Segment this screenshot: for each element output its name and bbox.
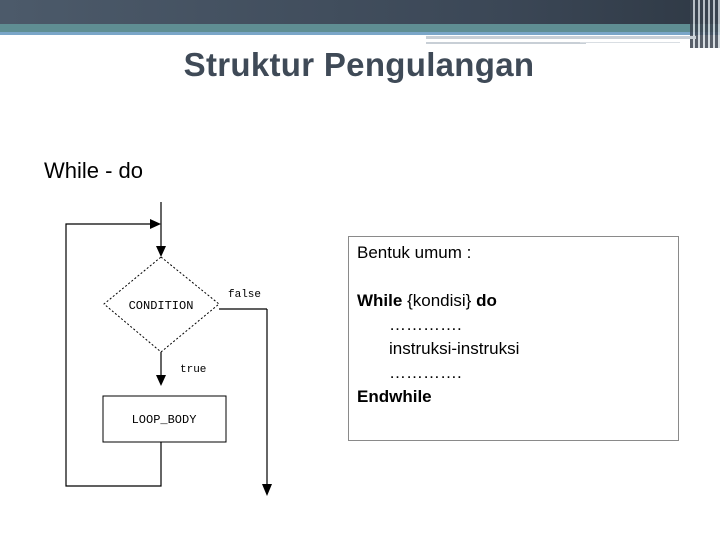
general-form-heading: Bentuk umum :: [357, 243, 472, 262]
loop-back-line: [66, 224, 161, 486]
loop-back-arrowhead: [150, 219, 161, 229]
statements-line: instruksi-instruksi: [389, 339, 520, 358]
ellipsis-line-top: ………….: [389, 315, 462, 334]
true-label: true: [180, 364, 207, 376]
true-branch-arrowhead: [156, 375, 166, 386]
do-keyword: do: [476, 291, 497, 310]
general-form-box: [348, 236, 679, 441]
slide-subtitle: While - do: [44, 158, 144, 183]
while-keyword: While: [357, 291, 403, 310]
condition-arrowhead: [156, 246, 166, 257]
slide-title: Struktur Pengulangan: [183, 46, 535, 83]
ellipsis-line-bottom: ………….: [389, 363, 462, 382]
endwhile-keyword: Endwhile: [357, 387, 432, 406]
while-condition: {kondisi}: [402, 291, 477, 310]
exit-arrowhead: [262, 484, 272, 496]
condition-label: CONDITION: [128, 299, 194, 313]
false-label: false: [228, 289, 262, 301]
while-line: [357, 291, 497, 311]
loop-body-label: LOOP_BODY: [131, 413, 197, 427]
